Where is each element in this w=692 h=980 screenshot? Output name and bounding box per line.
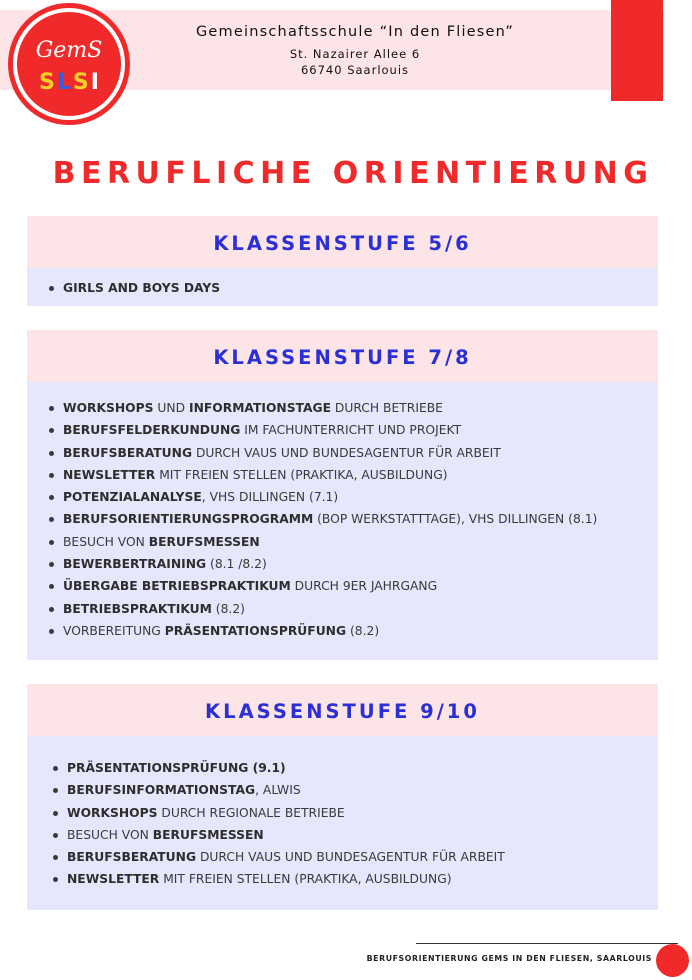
list-item [51,824,505,846]
bullet-icon [53,811,58,816]
item-text: (8.1 /8.2) [206,557,267,572]
item-text: UND [153,401,189,415]
bullet-icon [49,451,54,456]
bullet-icon [49,428,54,433]
item-text-bold: INFORMATIONSTAGE [189,401,331,415]
list-item [47,442,597,464]
list-item [51,802,505,824]
school-name: Gemeinschaftsschule “In den Fliesen” [196,24,514,40]
footer-red-dot [656,944,689,977]
school-logo [8,3,130,125]
item-text: IM FACHUNTERRICHT UND PROJEKT [240,423,462,438]
logo-letter: S [72,70,89,95]
bullet-icon [53,788,58,793]
list-item [47,508,597,530]
logo-text: GemS [35,38,103,63]
item-text-bold: PRÄSENTATIONSPRÜFUNG (9.1) [67,761,286,775]
item-text-bold: BEWERBERTRAINING [63,557,207,572]
logo-letter: I [90,70,99,95]
list-item [51,779,505,801]
address-street: St. Nazairer Allee 6 [289,47,421,61]
item-text-bold: BERUFSMESSEN [152,827,264,842]
item-text-bold: BERUFSFELDERKUNDUNG [63,423,241,438]
bullet-icon [49,584,54,589]
item-text: DURCH VAUS UND BUNDESAGENTUR FÜR ARBEIT [192,445,501,460]
item-text: MIT FREIEN STELLEN (PRAKTIKA, AUSBILDUNG) [155,467,448,482]
item-text-bold: BERUFSMESSEN [148,534,260,549]
list-item [47,598,597,620]
item-text-bold: POTENZIALANALYSE [63,490,202,505]
logo-letter: L [56,70,71,95]
page-title: BERUFLICHE ORIENTIERUNG [52,156,654,191]
item-text-bold: WORKSHOPS [67,805,158,820]
bullet-icon [53,766,58,771]
section-heading-5-6: KLASSENSTUFE 5/6 [27,216,658,268]
item-text: BESUCH VON [67,827,153,842]
header-accent-bar [611,0,663,101]
item-text: VORBEREITUNG [63,623,165,638]
item-list [47,277,220,299]
list-item [47,397,597,419]
list-item [47,531,597,553]
footer-divider [416,943,678,944]
school-address [150,46,560,78]
item-text: MIT FREIEN STELLEN (PRAKTIKA, AUSBILDUNG) [159,872,452,887]
bullet-icon [49,406,54,411]
section-body-5-6 [27,268,658,306]
bullet-icon [49,286,54,291]
bullet-icon [53,877,58,882]
bullet-icon [49,562,54,567]
item-text: (BOP WERKSTATTTAGE), VHS DILLINGEN (8.1) [313,512,598,527]
bullet-icon [49,629,54,634]
item-text: DURCH VAUS UND BUNDESAGENTUR FÜR ARBEIT [196,850,505,865]
item-text-bold: BERUFSINFORMATIONSTAG [67,783,256,798]
list-item [47,464,597,486]
list-item [47,620,597,642]
section-body-7-8 [27,382,658,660]
item-text: , VHS DILLINGEN (7.1) [201,490,339,505]
bullet-icon [53,833,58,838]
item-text-bold: ÜBERGABE BETRIEBSPRAKTIKUM [63,579,291,594]
item-text-bold: BETRIEBSPRAKTIKUM [63,601,212,616]
item-text: DURCH 9ER JAHRGANG [290,579,438,594]
list-item [51,868,505,890]
item-text-bold: NEWSLETTER [63,467,156,482]
bullet-icon [53,855,58,860]
item-text-bold: PRÄSENTATIONSPRÜFUNG [164,623,347,638]
item-list [51,757,505,891]
list-item [47,575,597,597]
section-body-9-10 [27,736,658,910]
bullet-icon [49,540,54,545]
item-text-bold: NEWSLETTER [67,872,160,887]
item-text-bold: BERUFSBERATUNG [67,850,197,865]
list-item [47,486,597,508]
item-text: (8.2) [346,623,380,638]
item-text: DURCH BETRIEBE [331,401,443,415]
item-list [47,397,597,642]
list-item [51,846,505,868]
logo-letter: S [39,70,55,95]
item-text-bold: GIRLS AND BOYS DAYS [63,281,221,295]
bullet-icon [49,517,54,522]
item-text: DURCH REGIONALE BETRIEBE [157,805,345,820]
item-text-bold: BERUFSBERATUNG [63,445,193,460]
logo-letters [17,70,121,95]
address-city: 66740 Saarlouis [300,63,410,77]
bullet-icon [49,607,54,612]
list-item [47,277,220,299]
item-text-bold: BERUFSORIENTIERUNGSPROGRAMM [63,512,314,527]
list-item [47,419,597,441]
item-text-bold: WORKSHOPS [63,401,154,415]
item-text: (8.2) [211,601,245,616]
bullet-icon [49,473,54,478]
section-heading-9-10: KLASSENSTUFE 9/10 [27,684,658,736]
item-text: BESUCH VON [63,534,149,549]
item-text: , ALWIS [255,783,301,798]
list-item [47,553,597,575]
section-heading-7-8: KLASSENSTUFE 7/8 [27,330,658,382]
list-item [51,757,505,779]
bullet-icon [49,495,54,500]
footer-text: BERUFSORIENTIERUNG GEMS IN DEN FLIESEN, SAARLOUIS [366,954,652,963]
